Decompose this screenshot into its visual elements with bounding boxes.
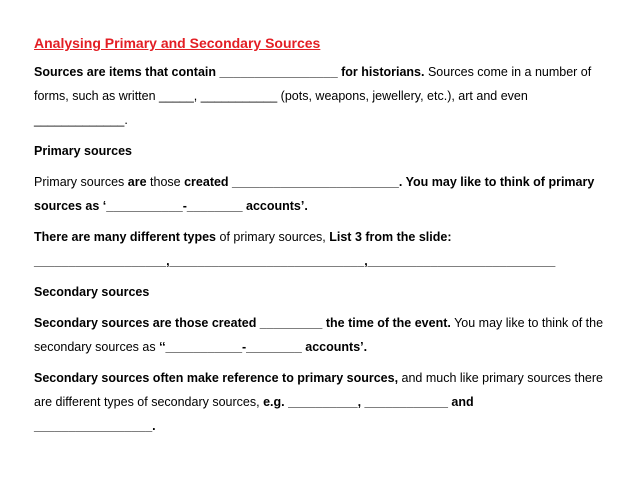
primary-text-1: Primary sources <box>34 175 128 189</box>
reference-paragraph <box>34 366 614 438</box>
types-text-2: of primary sources, <box>216 230 330 244</box>
secondary-text-3: secondary sources as <box>34 340 160 354</box>
secondary-line-1 <box>34 311 614 335</box>
secondary-definition-paragraph <box>34 311 614 359</box>
types-blanks-line: ___________________,____________________________,___________________________ <box>34 254 556 268</box>
intro-bold-text: Sources are items that contain _________________ for historians. <box>34 65 425 79</box>
reference-line-3: _________________. <box>34 419 156 433</box>
reference-text-3: are different types of secondary sources, <box>34 395 264 409</box>
secondary-text-2: You may like to think of the <box>450 316 604 330</box>
primary-line-2: sources as ‘___________-________ accounts’. <box>34 199 308 213</box>
intro-regular-text: Sources come in a number of <box>424 65 592 79</box>
types-paragraph <box>34 225 614 273</box>
primary-text-2: are <box>127 175 147 189</box>
intro-line-1 <box>34 60 614 84</box>
intro-line-3: _____________. <box>34 113 128 127</box>
worksheet <box>34 34 614 445</box>
reference-line-1 <box>34 366 614 390</box>
intro-line-2: forms, such as written _____, ___________ (pots, weapons, jewellery, etc.), art and even <box>34 89 528 103</box>
secondary-text-1: Secondary sources are those created _________ the time of the event. <box>34 316 451 330</box>
reference-text-1: Secondary sources often make reference to primary sources, <box>34 371 399 385</box>
types-text-1: There are many different types <box>34 230 217 244</box>
primary-sources-heading: Primary sources <box>34 144 132 158</box>
types-text-3: List 3 from the slide: <box>329 230 452 244</box>
primary-text-3: those <box>146 175 185 189</box>
intro-paragraph <box>34 60 614 132</box>
primary-line-1 <box>34 170 614 194</box>
primary-definition-paragraph <box>34 170 614 218</box>
primary-text-4: created ________________________. You may like to think of primary <box>184 175 595 189</box>
reference-text-4: e.g. __________, ____________ and <box>263 395 474 409</box>
reference-line-2 <box>34 390 614 414</box>
worksheet-title: Analysing Primary and Secondary Sources <box>34 35 321 51</box>
secondary-sources-heading: Secondary sources <box>34 285 150 299</box>
secondary-text-4: ‘‘___________-________ accounts’. <box>159 340 368 354</box>
types-line <box>34 225 614 249</box>
reference-text-2: and much like primary sources there <box>398 371 603 385</box>
secondary-line-2 <box>34 335 614 359</box>
